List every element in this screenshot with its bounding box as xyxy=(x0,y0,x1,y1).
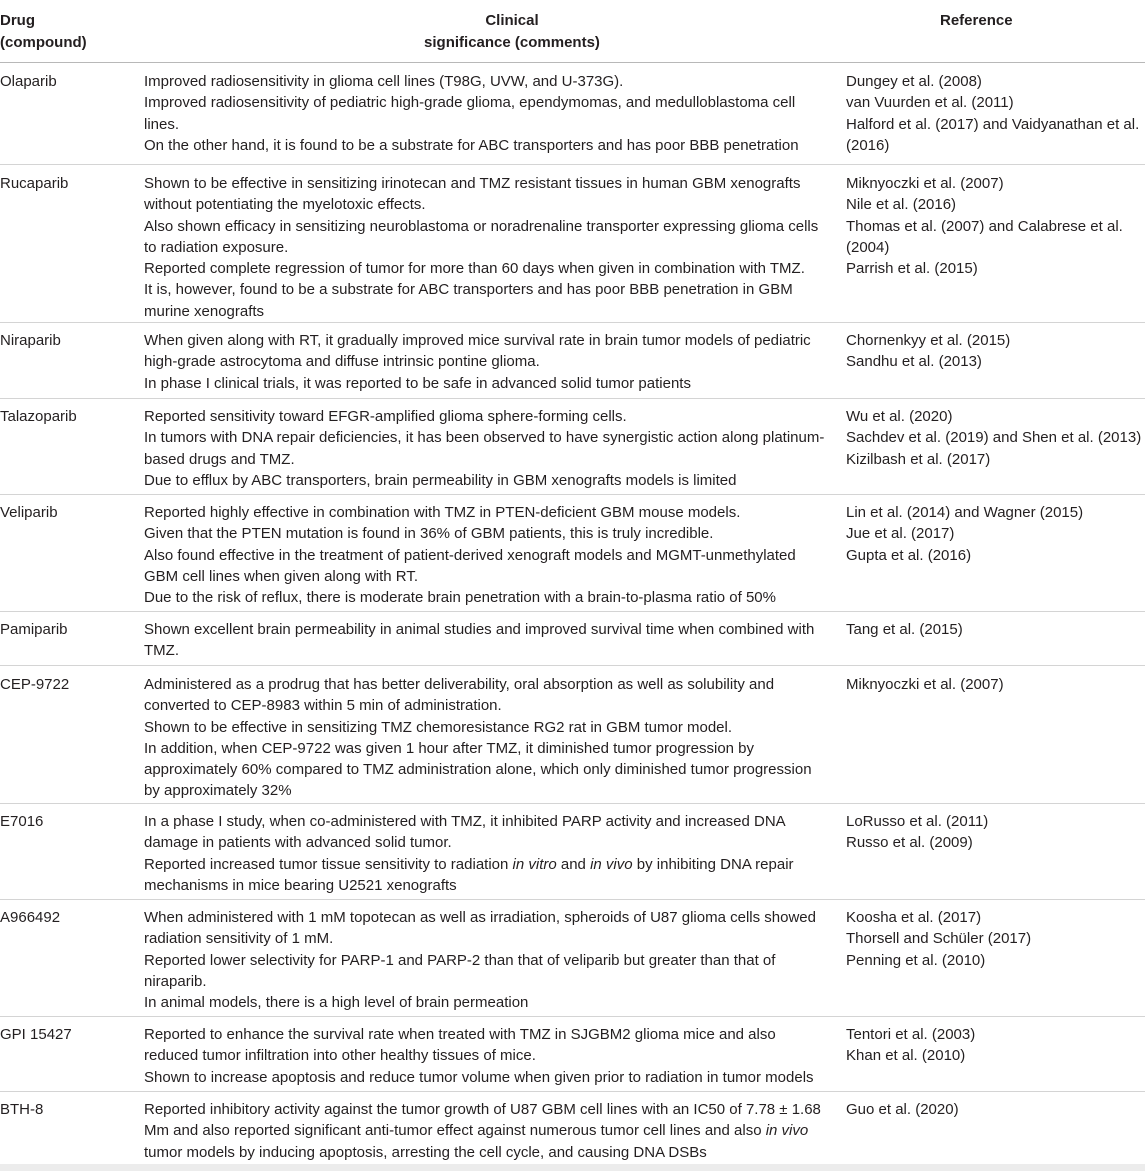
reference-line: Wu et al. (2020) xyxy=(846,408,953,425)
reference-line: Halford et al. (2017) and Vaidyanathan et al. (2016) xyxy=(846,115,1140,154)
reference-line: Thomas et al. (2007) and Calabrese et al. (2004) xyxy=(846,217,1123,256)
clinical-line: Also found effective in the treatment of patient-derived xenograft models and MGMT-unmethylated GBM cell lines when given along with RT. xyxy=(144,546,796,585)
reference-line: Chornenkyy et al. (2015) xyxy=(846,332,1011,349)
clinical-line: Due to the risk of reflux, there is moderate brain penetration with a brain-to-plasma ratio of 50% xyxy=(144,589,776,607)
reference-cell xyxy=(846,71,1145,156)
clinical-text: tumor models by inducing apoptosis, arresting the cell cycle, and causing DNA DSBs xyxy=(144,1143,707,1161)
reference-line: LoRusso et al. (2011) xyxy=(846,813,989,830)
reference-line: Dungey et al. (2008) xyxy=(846,73,982,90)
drug-name: Rucaparib xyxy=(0,175,69,192)
header-clinical-significance: Clinical significance (comments) xyxy=(424,12,600,51)
clinical-italic: in vivo xyxy=(765,1122,809,1140)
clinical-line: When given along with RT, it gradually improved mice survival rate in brain tumor models of pediatric high-grade astrocytoma and diffuse intrinsic pontine glioma. xyxy=(144,332,811,371)
clinical-line: In animal models, there is a high level of brain permeation xyxy=(144,994,529,1012)
reference-cell xyxy=(846,502,1145,566)
clinical-text: by inhibiting DNA repair mechanisms in mice bearing U2521 xenografts xyxy=(144,855,794,894)
clinical-cell xyxy=(144,502,828,608)
reference-cell xyxy=(846,1024,1145,1067)
clinical-cell xyxy=(144,811,828,896)
reference-line: Parrish et al. (2015) xyxy=(846,260,978,278)
header-reference: Reference xyxy=(940,12,1013,29)
reference-line: Penning et al. (2010) xyxy=(846,951,986,969)
drug-name: A966492 xyxy=(0,909,61,926)
clinical-cell xyxy=(144,674,828,802)
clinical-cell xyxy=(144,173,828,322)
table-row xyxy=(0,323,1145,399)
clinical-line: In addition, when CEP-9722 was given 1 hour after TMZ, it diminished tumor progression by approximately 60% compared to TMZ administration alone, which only diminished tumor progression by approximately 32% xyxy=(144,739,812,800)
reference-line: Gupta et al. (2016) xyxy=(846,546,972,564)
clinical-line xyxy=(144,854,828,897)
clinical-line xyxy=(144,1099,828,1163)
reference-cell xyxy=(846,330,1145,373)
table-row xyxy=(0,612,1145,666)
reference-cell xyxy=(846,674,1145,695)
clinical-line: Reported sensitivity toward EFGR-amplified glioma sphere-forming cells. xyxy=(144,408,627,425)
clinical-cell xyxy=(144,907,828,1013)
reference-line: Tentori et al. (2003) xyxy=(846,1026,976,1043)
drug-name: Pamiparib xyxy=(0,621,68,638)
clinical-cell xyxy=(144,71,828,156)
clinical-line: Given that the PTEN mutation is found in 36% of GBM patients, this is truly incredible. xyxy=(144,525,714,543)
reference-line: Jue et al. (2017) xyxy=(846,525,955,543)
reference-line: Sandhu et al. (2013) xyxy=(846,353,982,371)
clinical-line: Shown to be effective in sensitizing TMZ chemoresistance RG2 rat in GBM tumor model. xyxy=(144,718,733,736)
table-row xyxy=(0,804,1145,900)
clinical-cell xyxy=(144,1024,828,1088)
reference-line: Nile et al. (2016) xyxy=(846,196,957,214)
table-row xyxy=(0,495,1145,612)
table-row xyxy=(0,1017,1145,1092)
clinical-text: Reported increased tumor tissue sensitivity to radiation xyxy=(144,855,513,873)
reference-cell xyxy=(846,907,1145,971)
clinical-line: Improved radiosensitivity in glioma cell lines (T98G, UVW, and U-373G). xyxy=(144,73,624,90)
clinical-line: In tumors with DNA repair deficiencies, it has been observed to have synergistic action along platinum-based drugs and TMZ. xyxy=(144,429,825,468)
table-row xyxy=(0,399,1145,495)
reference-cell xyxy=(846,406,1145,470)
clinical-cell xyxy=(144,1099,828,1163)
clinical-line: In a phase I study, when co-administered with TMZ, it inhibited PARP activity and increased DNA damage in patients with advanced solid tumor. xyxy=(144,813,785,852)
clinical-line: Reported lower selectivity for PARP-1 and PARP-2 than that of veliparib but greater than that of niraparib. xyxy=(144,951,776,990)
table-row xyxy=(0,666,1145,804)
reference-cell xyxy=(846,619,1145,640)
reference-line: Khan et al. (2010) xyxy=(846,1047,966,1065)
bottom-divider xyxy=(0,1164,1145,1171)
clinical-line: Shown to be effective in sensitizing irinotecan and TMZ resistant tissues in human GBM xenografts without potentiating the myelotoxic effects. xyxy=(144,175,801,214)
reference-line: Guo et al. (2020) xyxy=(846,1101,959,1118)
clinical-line: Due to efflux by ABC transporters, brain permeability in GBM xenografts models is limited xyxy=(144,471,737,489)
table-row xyxy=(0,63,1145,165)
reference-line: Lin et al. (2014) and Wagner (2015) xyxy=(846,504,1084,521)
clinical-line: On the other hand, it is found to be a substrate for ABC transporters and has poor BBB penetration xyxy=(144,136,799,154)
clinical-text: and xyxy=(556,855,591,873)
reference-line: Koosha et al. (2017) xyxy=(846,909,982,926)
reference-line: Miknyoczki et al. (2007) xyxy=(846,175,1004,192)
drug-name: CEP-9722 xyxy=(0,676,70,693)
reference-cell xyxy=(846,173,1145,279)
reference-line: Sachdev et al. (2019) and Shen et al. (2013) xyxy=(846,429,1142,447)
drug-name: Veliparib xyxy=(0,504,58,521)
clinical-cell xyxy=(144,619,828,662)
clinical-line: Shown excellent brain permeability in animal studies and improved survival time when combined with TMZ. xyxy=(144,621,815,660)
clinical-line: Reported highly effective in combination with TMZ in PTEN-deficient GBM mouse models. xyxy=(144,504,741,521)
header-drug: Drug (compound) xyxy=(0,12,87,51)
clinical-line: Improved radiosensitivity of pediatric high-grade glioma, ependymomas, and medulloblastoma cell lines. xyxy=(144,94,796,133)
drug-name: Olaparib xyxy=(0,73,57,90)
drug-name: BTH-8 xyxy=(0,1101,44,1118)
clinical-line: It is, however, found to be a substrate for ABC transporters and has poor BBB penetration in GBM murine xenografts xyxy=(144,281,793,320)
reference-cell xyxy=(846,1099,1145,1120)
table-header xyxy=(0,0,1145,63)
drug-name: E7016 xyxy=(0,813,44,830)
clinical-line: Shown to increase apoptosis and reduce tumor volume when given prior to radiation in tumor models xyxy=(144,1068,814,1086)
clinical-line: In phase I clinical trials, it was reported to be safe in advanced solid tumor patients xyxy=(144,374,691,392)
clinical-italic: in vitro xyxy=(512,855,557,873)
reference-line: Russo et al. (2009) xyxy=(846,834,973,852)
table-row xyxy=(0,165,1145,323)
clinical-line: Reported to enhance the survival rate when treated with TMZ in SJGBM2 glioma mice and also reduced tumor infiltration into other healthy tissues of mice. xyxy=(144,1026,776,1065)
reference-line: Miknyoczki et al. (2007) xyxy=(846,676,1004,693)
clinical-cell xyxy=(144,406,828,491)
clinical-italic: in vivo xyxy=(590,855,633,873)
clinical-line: Reported complete regression of tumor for more than 60 days when given in combination with TMZ. xyxy=(144,260,805,278)
table-row xyxy=(0,900,1145,1017)
clinical-line: Also shown efficacy in sensitizing neuroblastoma or noradrenaline transporter expressing glioma cells to radiation exposure. xyxy=(144,217,819,256)
clinical-cell xyxy=(144,330,828,394)
clinical-line: When administered with 1 mM topotecan as well as irradiation, spheroids of U87 glioma cells showed radiation sensitivity of 1 mM. xyxy=(144,909,816,948)
clinical-text: Reported inhibitory activity against the tumor growth of U87 GBM cell lines with an IC50 of 7.78 ± 1.68 Mm and also reported significant anti-tumor effect against numerous tumor cell lines and also xyxy=(144,1101,821,1140)
reference-line: van Vuurden et al. (2011) xyxy=(846,94,1014,112)
drug-name: Niraparib xyxy=(0,332,61,349)
reference-line: Tang et al. (2015) xyxy=(846,621,963,638)
drug-name: GPI 15427 xyxy=(0,1026,72,1043)
reference-line: Kizilbash et al. (2017) xyxy=(846,450,991,468)
clinical-line: Administered as a prodrug that has better deliverability, oral absorption as well as solubility and converted to CEP-8983 within 5 min of administration. xyxy=(144,676,775,715)
drug-name: Talazoparib xyxy=(0,408,77,425)
reference-cell xyxy=(846,811,1145,854)
table-row xyxy=(0,1092,1145,1168)
reference-line: Thorsell and Schüler (2017) xyxy=(846,930,1032,948)
